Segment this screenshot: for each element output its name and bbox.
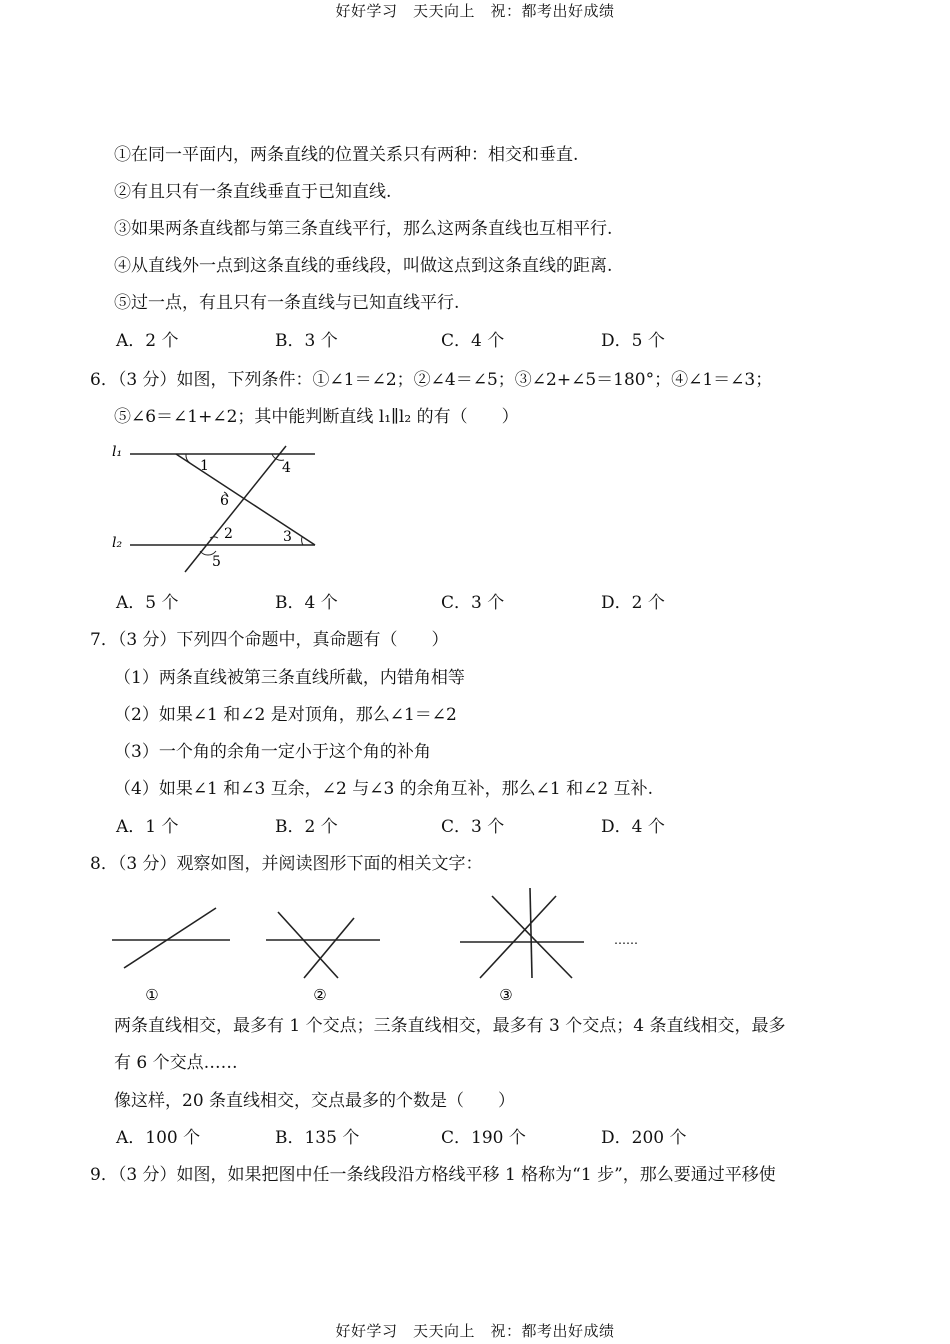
q5-option-d: D．5 个 [601,331,665,351]
q6-option-b: B．4 个 [275,593,338,613]
q8-text-line1: 两条直线相交，最多有 1 个交点；三条直线相交，最多有 3 个交点；4 条直线相交，最多 [114,1016,786,1036]
angle-label-2: 2 [224,526,233,542]
q6-stem-line1: 6．（3 分）如图，下列条件：①∠1＝∠2；②∠4＝∠5；③∠2+∠5＝180°；④∠1＝∠3； [90,370,773,390]
q8-option-b: B．135 个 [275,1128,360,1148]
angle-label-3: 3 [283,529,292,545]
q6-option-d: D．2 个 [601,593,665,613]
q6-option-c: C．3 个 [441,593,505,613]
figure-label-1: ① [145,986,159,1004]
q5-statement-1: ①在同一平面内，两条直线的位置关系只有两种：相交和垂直. [114,145,579,165]
q7-option-b: B．2 个 [275,817,338,837]
q6-option-a: A．5 个 [116,593,179,613]
q8-option-d: D．200 个 [601,1128,687,1148]
q5-statement-3: ③如果两条直线都与第三条直线平行，那么这两条直线也互相平行. [114,219,613,239]
q7-option-a: A．1 个 [116,817,179,837]
q7-option-d: D．4 个 [601,817,665,837]
angle-label-5: 5 [212,554,221,570]
q5-statement-2: ②有且只有一条直线垂直于已知直线. [114,182,392,202]
q8-intersecting-lines-figure [100,882,660,1007]
angle-label-6: 6 [220,493,229,509]
q8-stem: 8．（3 分）观察如图，并阅读图形下面的相关文字： [90,854,483,874]
q8-text-line2: 有 6 个交点…… [114,1053,238,1073]
q7-option-c: C．3 个 [441,817,505,837]
q6-stem-line2: ⑤∠6＝∠1+∠2；其中能判断直线 l₁∥l₂ 的有（ ） [114,407,519,427]
q5-option-a: A．2 个 [116,331,179,351]
q9-stem: 9．（3 分）如图，如果把图中任一条线段沿方格线平移 1 格称为“1 步”，那么要通过平移使 [90,1165,776,1185]
q7-item-2: （2）如果∠1 和∠2 是对顶角，那么∠1＝∠2 [114,705,457,725]
q7-stem: 7．（3 分）下列四个命题中，真命题有（ ） [90,630,449,650]
q7-item-4: （4）如果∠1 和∠3 互余，∠2 与∠3 的余角互补，那么∠1 和∠2 互补. [114,779,654,799]
q5-statement-4: ④从直线外一点到这条直线的垂线段，叫做这点到这条直线的距离. [114,256,613,276]
q8-text-line3: 像这样，20 条直线相交，交点最多的个数是（ ） [114,1091,516,1111]
page-footer: 好好学习 天天向上 祝：都考出好成绩 [335,1322,615,1340]
angle-label-1: 1 [200,458,209,474]
q5-statement-5: ⑤过一点，有且只有一条直线与已知直线平行. [114,293,460,313]
q8-option-a: A．100 个 [116,1128,201,1148]
figure-label-3: ③ [499,986,513,1004]
figure-ellipsis: …… [614,933,638,947]
q5-option-b: B．3 个 [275,331,338,351]
q5-option-c: C．4 个 [441,331,505,351]
q7-item-1: （1）两条直线被第三条直线所截，内错角相等 [114,668,465,688]
angle-label-4: 4 [282,460,291,476]
figure-label-l2: l₂ [112,535,123,551]
page-header: 好好学习 天天向上 祝：都考出好成绩 [335,2,615,20]
q7-item-3: （3）一个角的余角一定小于这个角的补角 [114,742,431,762]
figure-label-2: ② [313,986,327,1004]
figure-label-l1: l₁ [112,444,123,460]
q6-parallel-lines-figure [100,434,330,579]
q8-option-c: C．190 个 [441,1128,526,1148]
